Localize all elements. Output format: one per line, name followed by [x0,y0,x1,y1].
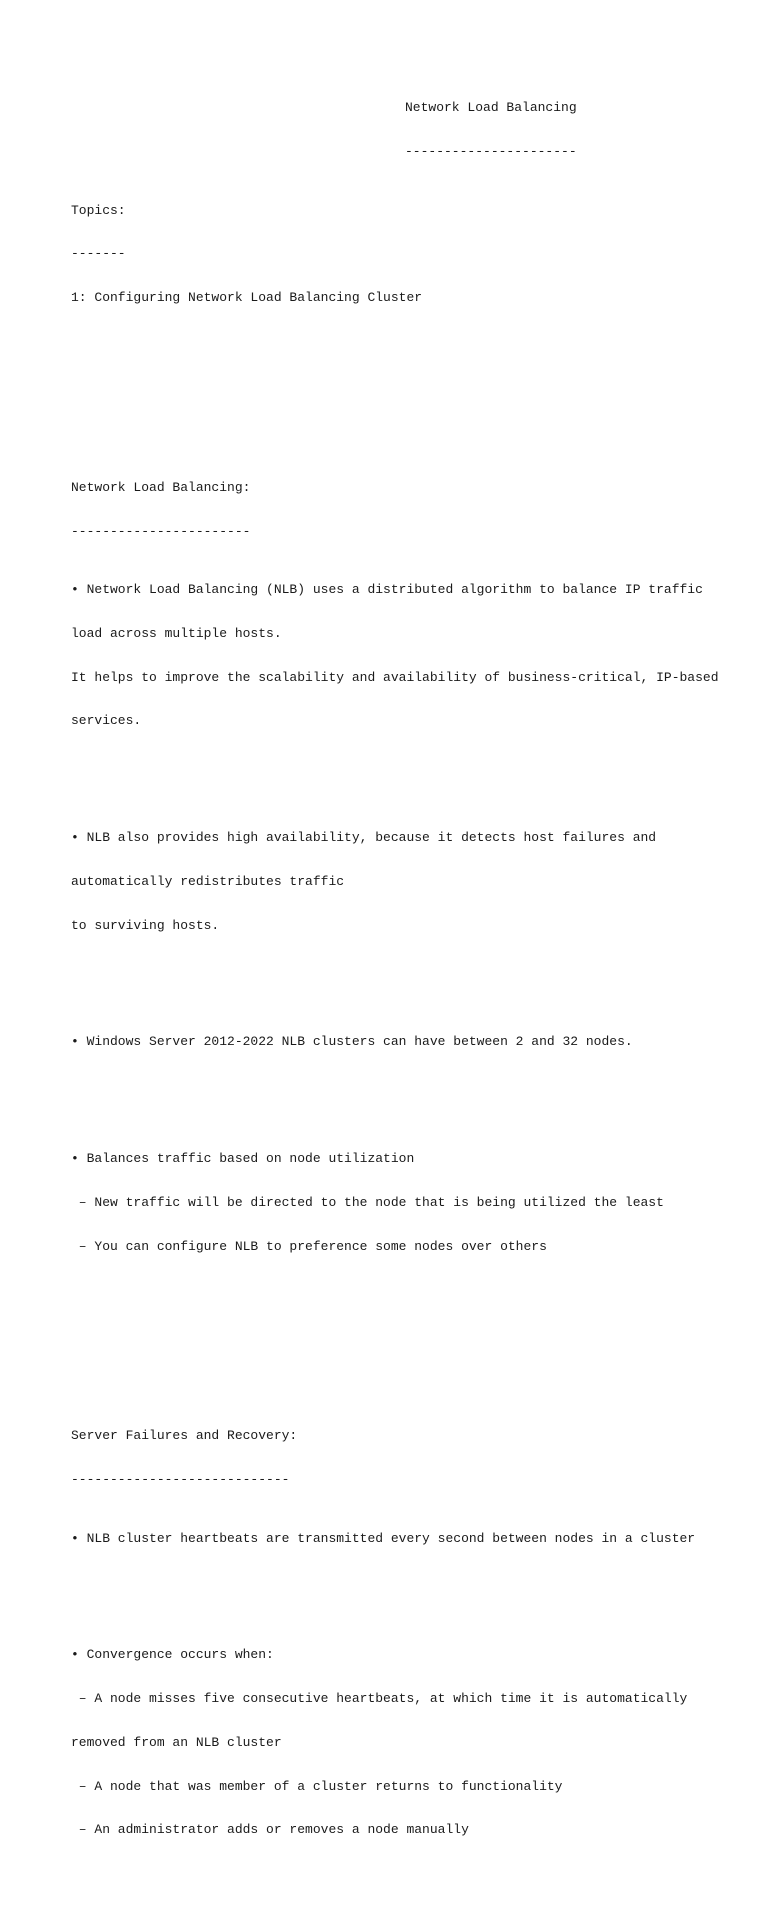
nlb-para4-line: • Balances traffic based on node utilization [71,1151,415,1167]
failures-para2-line: – An administrator adds or removes a node manually [71,1822,469,1838]
spacer [71,1590,761,1605]
topics-heading: Topics: [71,202,126,218]
document-body [71,116,761,1911]
failures-para1-line: • NLB cluster heartbeats are transmitted every second between nodes in a cluster [71,1530,696,1546]
nlb-para3-line: • Windows Server 2012-2022 NLB clusters can have between 2 and 32 nodes. [71,1034,633,1050]
nlb-para1-line: • Network Load Balancing (NLB) uses a distributed algorithm to balance IP traffic [71,582,703,597]
failures-para2-line: – A node misses five consecutive heartbeats, at which time it is automatically [71,1691,688,1707]
failures-para2-line: – A node that was member of a cluster returns to functionality [71,1778,563,1794]
topics-underline: ------- [71,246,126,262]
document-title: Network Load Balancing [405,100,577,116]
spacer [71,1327,761,1342]
spacer [71,977,761,992]
topic-item: 1: Configuring Network Load Balancing Cluster [71,290,423,306]
nlb-para1-line: It helps to improve the scalability and availability of business-critical, IP-based [71,669,719,685]
nlb-para1-line: services. [71,713,142,729]
nlb-para4-line: – You can configure NLB to preference some nodes over others [71,1238,547,1254]
failures-para2-line: • Convergence occurs when: [71,1647,274,1663]
nlb-para2-line: to surviving hosts. [71,917,220,933]
nlb-heading: Network Load Balancing: [71,479,251,495]
nlb-para2-line: automatically redistributes traffic [71,873,345,889]
spacer [71,379,761,394]
nlb-para4-line: – New traffic will be directed to the node that is being utilized the least [71,1194,664,1210]
failures-heading: Server Failures and Recovery: [71,1428,298,1444]
document-title-underline: ---------------------- [405,143,577,159]
spacer [71,1094,761,1109]
topics-section [71,174,761,335]
failures-underline: ---------------------------- [71,1472,290,1488]
spacer [71,773,761,788]
nlb-underline: ----------------------- [71,523,251,539]
nlb-section [71,452,761,1284]
nlb-para1-line: load across multiple hosts. [71,625,282,641]
nlb-para2-line: • NLB also provides high availability, because it detects host failures and [71,830,657,846]
failures-para2-line: removed from an NLB cluster [71,1734,282,1750]
failures-section [71,1400,761,1867]
